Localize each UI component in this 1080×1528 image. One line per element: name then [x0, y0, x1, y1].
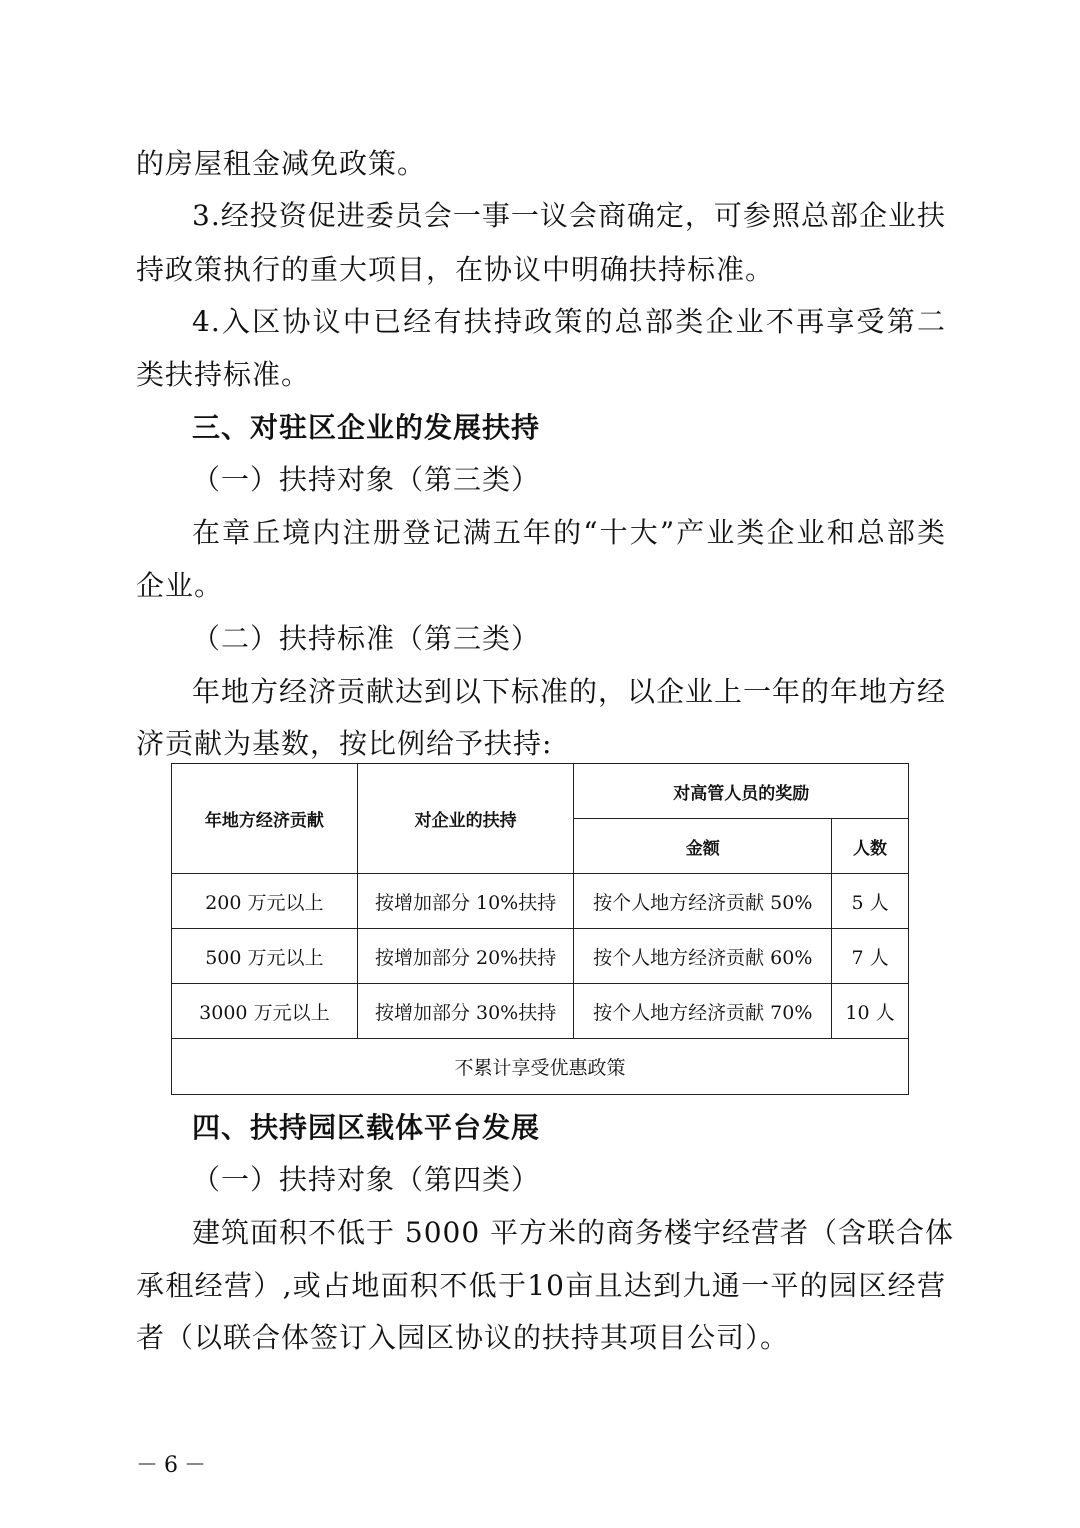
header-amount: 金额: [574, 819, 832, 874]
paragraph-line: 建筑面积不低于 5000 平方米的商务楼宇经营者（含联合体: [192, 1216, 955, 1249]
support-table: [171, 763, 909, 1095]
header-contribution: 年地方经济贡献: [172, 764, 358, 874]
subheading: （二）扶持标准（第三类）: [192, 622, 541, 655]
paragraph-line: 3.经投资促进委员会一事一议会商确定，可参照总部企业扶: [192, 199, 946, 232]
cell-amount: 按个人地方经济贡献 60%: [574, 929, 832, 984]
table-row: [172, 984, 909, 1039]
cell-count: 7 人: [832, 929, 909, 984]
cell-enterprise: 按增加部分 30%扶持: [357, 984, 574, 1039]
paragraph-line: 济贡献为基数，按比例给予扶持:: [136, 727, 553, 760]
paragraph-line: 类扶持标准。: [136, 358, 311, 391]
cell-enterprise: 按增加部分 20%扶持: [357, 929, 574, 984]
section-heading-3: 三、对驻区企业的发展扶持: [192, 411, 541, 444]
cell-amount: 按个人地方经济贡献 70%: [574, 984, 832, 1039]
subheading: （一）扶持对象（第四类）: [192, 1163, 541, 1196]
cell-count: 5 人: [832, 874, 909, 929]
paragraph-line: 者（以联合体签订入园区协议的扶持其项目公司）。: [136, 1321, 790, 1354]
header-enterprise: 对企业的扶持: [357, 764, 574, 874]
cell-contribution: 200 万元以上: [172, 874, 358, 929]
cell-enterprise: 按增加部分 10%扶持: [357, 874, 574, 929]
cell-contribution: 500 万元以上: [172, 929, 358, 984]
paragraph-line: 在章丘境内注册登记满五年的“十大”产业类企业和总部类: [192, 516, 946, 549]
paragraph-line: 4.入区协议中已经有扶持政策的总部类企业不再享受第二: [192, 305, 946, 338]
cell-contribution: 3000 万元以上: [172, 984, 358, 1039]
header-reward: 对高管人员的奖励: [574, 764, 909, 819]
header-count: 人数: [832, 819, 909, 874]
page-number: －6－: [136, 1453, 212, 1478]
paragraph-line: 承租经营）,或占地面积不低于10亩且达到九通一平的园区经营: [136, 1269, 946, 1302]
table-row: [172, 929, 909, 984]
cell-count: 10 人: [832, 984, 909, 1039]
table-footer-note: 不累计享受优惠政策: [172, 1039, 909, 1095]
paragraph-line: 企业。: [136, 569, 224, 602]
table-row: [172, 874, 909, 929]
paragraph-line: 的房屋租金减免政策。: [136, 147, 427, 180]
subheading: （一）扶持对象（第三类）: [192, 463, 541, 496]
paragraph-line: 年地方经济贡献达到以下标准的，以企业上一年的年地方经: [192, 675, 947, 708]
paragraph-line: 持政策执行的重大项目，在协议中明确扶持标准。: [136, 253, 775, 286]
section-heading-4: 四、扶持园区载体平台发展: [192, 1111, 541, 1144]
cell-amount: 按个人地方经济贡献 50%: [574, 874, 832, 929]
